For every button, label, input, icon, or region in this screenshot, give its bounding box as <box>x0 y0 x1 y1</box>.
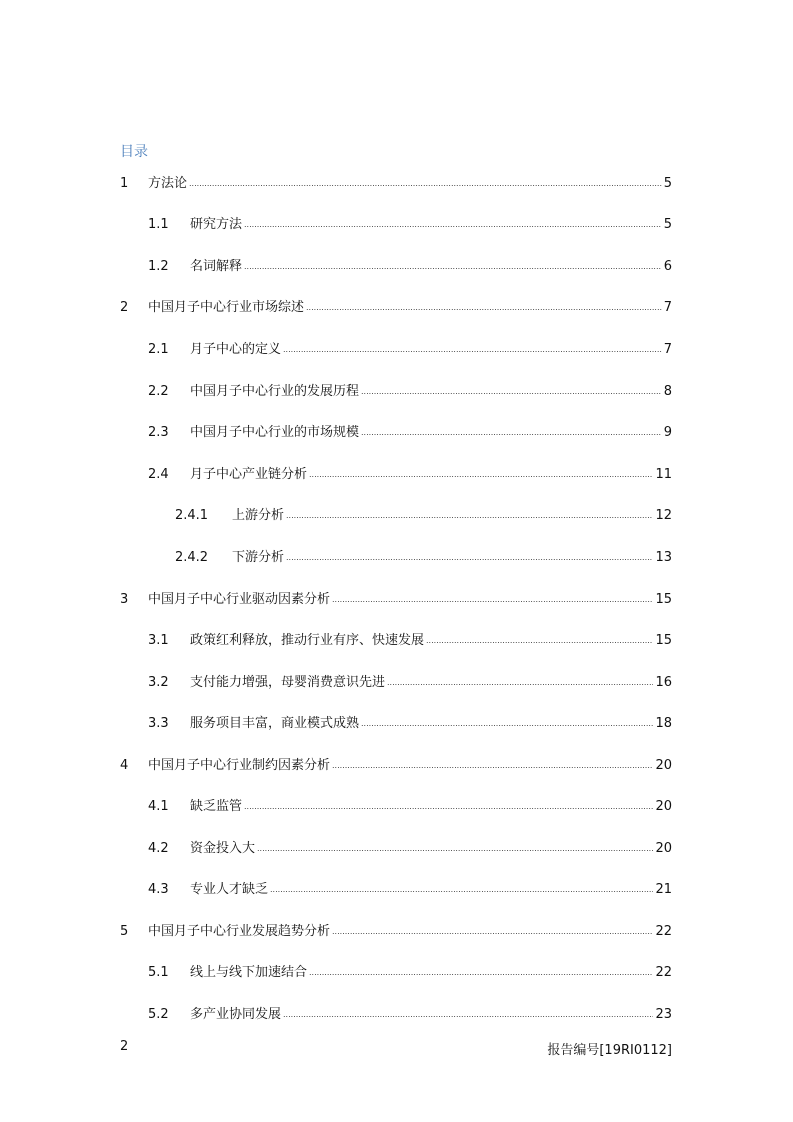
dot-leader <box>387 673 653 693</box>
toc-entry-number: 1 <box>120 176 129 191</box>
toc-entry-number: 1.1 <box>148 217 169 232</box>
dot-leader <box>309 465 653 485</box>
toc-entry-number: 3.2 <box>148 675 169 690</box>
toc-entry-page[interactable]: 5 <box>663 217 672 232</box>
toc-entry[interactable] <box>0 590 793 610</box>
toc-entry-title[interactable]: 资金投入大 <box>190 841 256 856</box>
toc-entry-number: 5.2 <box>148 1007 169 1022</box>
dot-leader <box>189 174 662 194</box>
toc-entry-title[interactable]: 政策红利释放，推动行业有序、快速发展 <box>190 633 425 648</box>
toc-entry-page[interactable]: 16 <box>655 675 672 690</box>
toc-entry-page[interactable]: 12 <box>655 508 672 523</box>
toc-entry-title[interactable]: 缺乏监管 <box>190 799 243 814</box>
toc-entry[interactable] <box>0 714 793 734</box>
toc-entry[interactable] <box>0 506 793 526</box>
dot-leader <box>286 506 653 526</box>
dot-leader <box>361 423 662 443</box>
toc-entry-number: 2.1 <box>148 342 169 357</box>
toc-entry[interactable] <box>0 298 793 318</box>
toc-entry-page[interactable]: 20 <box>655 758 672 773</box>
dot-leader <box>283 340 662 360</box>
toc-entry-page[interactable]: 8 <box>663 384 672 399</box>
toc-entry-page[interactable]: 9 <box>663 425 672 440</box>
toc-entry-title[interactable]: 中国月子中心行业的发展历程 <box>190 384 360 399</box>
toc-entry-title[interactable]: 中国月子中心行业制约因素分析 <box>148 758 331 773</box>
dot-leader <box>244 215 662 235</box>
toc-entry[interactable] <box>0 880 793 900</box>
toc-entry-page[interactable]: 15 <box>655 633 672 648</box>
toc-entry-title[interactable]: 中国月子中心行业的市场规模 <box>190 425 360 440</box>
dot-leader <box>244 797 653 817</box>
dot-leader <box>332 756 653 776</box>
toc-entry-number: 3 <box>120 592 129 607</box>
toc-entry-body <box>190 257 672 278</box>
toc-entry-number: 4.1 <box>148 799 169 814</box>
toc-entry-page[interactable]: 21 <box>655 882 672 897</box>
toc-entry-body <box>232 506 672 527</box>
toc-entry-body <box>190 797 672 818</box>
toc-entry[interactable] <box>0 963 793 983</box>
toc-entry-body <box>190 423 672 444</box>
dot-leader <box>361 382 662 402</box>
toc-entry-body <box>190 963 672 984</box>
dot-leader <box>286 548 653 568</box>
toc-entry-page[interactable]: 18 <box>655 716 672 731</box>
toc-entry-number: 4 <box>120 758 129 773</box>
toc-entry-body <box>148 298 672 319</box>
toc-entry-number: 2.4.1 <box>175 508 209 523</box>
dot-leader <box>332 590 653 610</box>
toc-entry[interactable] <box>0 548 793 568</box>
toc-entry-page[interactable]: 6 <box>663 259 672 274</box>
toc-entry[interactable] <box>0 797 793 817</box>
toc-entry-title[interactable]: 中国月子中心行业发展趋势分析 <box>148 924 331 939</box>
toc-entry-page[interactable]: 20 <box>655 841 672 856</box>
toc-entry-page[interactable]: 23 <box>655 1007 672 1022</box>
toc-entry-page[interactable]: 7 <box>663 300 672 315</box>
toc-entry-page[interactable]: 5 <box>663 176 672 191</box>
dot-leader <box>257 839 653 859</box>
dot-leader <box>426 631 653 651</box>
toc-entry-number: 1.2 <box>148 259 169 274</box>
toc-entry-title[interactable]: 方法论 <box>148 176 188 191</box>
toc-entry-number: 3.1 <box>148 633 169 648</box>
toc-entry[interactable] <box>0 756 793 776</box>
toc-entry-title[interactable]: 上游分析 <box>232 508 285 523</box>
toc-title: 目录 <box>120 144 148 160</box>
toc-entry-page[interactable]: 11 <box>655 467 672 482</box>
toc-entry[interactable] <box>0 1005 793 1025</box>
toc-entry-body <box>190 465 672 486</box>
toc-entry-body <box>190 382 672 403</box>
toc-entry[interactable] <box>0 631 793 651</box>
dot-leader <box>309 963 653 983</box>
toc-entry-body <box>190 1005 672 1026</box>
toc-entry-number: 3.3 <box>148 716 169 731</box>
toc-entry-title[interactable]: 月子中心产业链分析 <box>190 467 308 482</box>
toc-entry-title[interactable]: 专业人才缺乏 <box>190 882 269 897</box>
dot-leader <box>270 880 653 900</box>
toc-entry-number: 4.2 <box>148 841 169 856</box>
footer-report-id: 报告编号[19RI0112] <box>547 1043 672 1058</box>
toc-entry[interactable] <box>0 839 793 859</box>
toc-entry[interactable] <box>0 215 793 235</box>
toc-entry[interactable] <box>0 257 793 277</box>
toc-entry-page[interactable]: 22 <box>655 924 672 939</box>
toc-entry-title[interactable]: 服务项目丰富，商业模式成熟 <box>190 716 360 731</box>
dot-leader <box>283 1005 653 1025</box>
toc-entry-title[interactable]: 研究方法 <box>190 217 243 232</box>
dot-leader <box>306 298 662 318</box>
toc-entry-body <box>190 673 672 694</box>
toc-entry-title[interactable]: 线上与线下加速结合 <box>190 965 308 980</box>
toc-entry[interactable] <box>0 465 793 485</box>
toc-entry-number: 2.3 <box>148 425 169 440</box>
toc-entry-title[interactable]: 名词解释 <box>190 259 243 274</box>
toc-entry-number: 4.3 <box>148 882 169 897</box>
toc-entry-body <box>190 215 672 236</box>
toc-entry-body <box>148 590 672 611</box>
dot-leader <box>361 714 653 734</box>
toc-entry[interactable] <box>0 382 793 402</box>
toc-entry-body <box>190 714 672 735</box>
toc-entry-page[interactable]: 13 <box>655 550 672 565</box>
toc-entry[interactable] <box>0 922 793 942</box>
toc-entry[interactable] <box>0 673 793 693</box>
toc-entry-title[interactable]: 月子中心的定义 <box>190 342 282 357</box>
toc-entry-number: 2.4.2 <box>175 550 209 565</box>
toc-entry-page[interactable]: 20 <box>655 799 672 814</box>
toc-entry-page[interactable]: 15 <box>655 592 672 607</box>
toc-entry-body <box>190 340 672 361</box>
toc-entry-number: 5.1 <box>148 965 169 980</box>
toc-entry-number: 5 <box>120 924 129 939</box>
toc-entry-body <box>148 174 672 195</box>
toc-entry-number: 2.2 <box>148 384 169 399</box>
toc-entry[interactable] <box>0 423 793 443</box>
dot-leader <box>244 257 662 277</box>
toc-entry-title[interactable]: 中国月子中心行业市场综述 <box>148 300 305 315</box>
footer-page-number: 2 <box>120 1039 129 1054</box>
toc-entry[interactable] <box>0 174 793 194</box>
toc-entry-title[interactable]: 支付能力增强，母婴消费意识先进 <box>190 675 386 690</box>
toc-entry-body <box>190 880 672 901</box>
toc-entry-title[interactable]: 下游分析 <box>232 550 285 565</box>
toc-entry-number: 2 <box>120 300 129 315</box>
toc-entry-page[interactable]: 22 <box>655 965 672 980</box>
toc-entry-body <box>148 756 672 777</box>
toc-entry-body <box>190 631 672 652</box>
toc-entry-page[interactable]: 7 <box>663 342 672 357</box>
toc-entry-body <box>148 922 672 943</box>
toc-entry[interactable] <box>0 340 793 360</box>
dot-leader <box>332 922 653 942</box>
toc-entry-title[interactable]: 多产业协同发展 <box>190 1007 282 1022</box>
toc-entry-number: 2.4 <box>148 467 169 482</box>
toc-entry-body <box>190 839 672 860</box>
toc-entry-body <box>232 548 672 569</box>
toc-entry-title[interactable]: 中国月子中心行业驱动因素分析 <box>148 592 331 607</box>
